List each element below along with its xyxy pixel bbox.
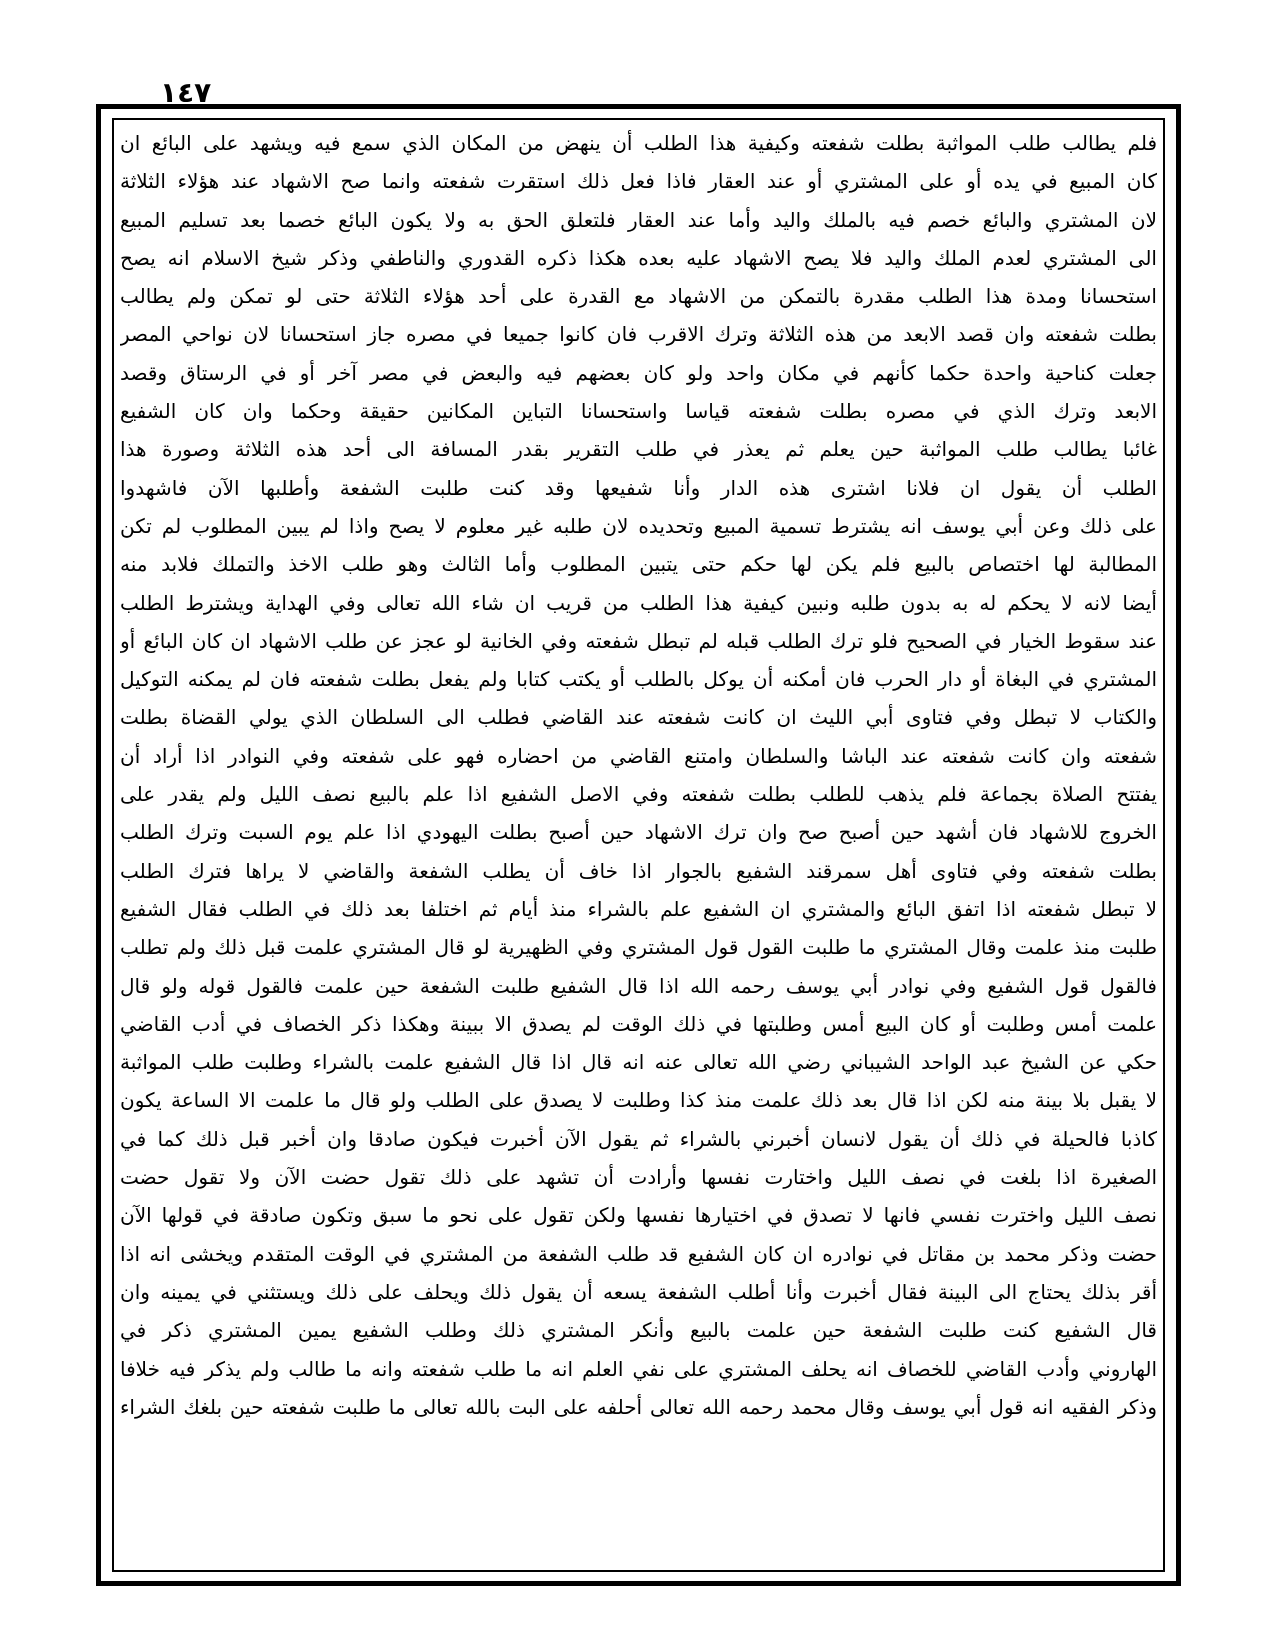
text-line: الهاروني وأدب القاضي للخصاف انه يحلف المشتري على نفي العلم انه ما طلب شفعته وانه ما طالب ولم يذكر فيه خلافا — [120, 1356, 1157, 1381]
text-line: بطلت شفعته وان قصد الابعد من هذه الثلاثة وترك الاقرب فان كانوا جميعا في مصره جاز استحسانا لان نواحي المصر — [120, 322, 1157, 347]
text-line: طلبت منذ علمت وقال المشتري ما طلبت القول قول المشتري وفي الظهيرية لو قال المشتري علمت قبل ذلك ولم تطلب — [120, 935, 1157, 960]
text-line: أقر بذلك يحتاج الى البينة فقال أخبرت وأنا أطلب الشفعة يسعه أن يقول ذلك ويحلف على ذلك ويستثني في يمينه وان — [120, 1279, 1157, 1304]
text-line: نصف الليل واخترت نفسي فانها لا تصدق في اختيارها نفسها ولكن تقول على نحو ما سبق وتكون صادقة في قولها الآن — [120, 1203, 1157, 1228]
text-line: بطلت شفعته وفي فتاوى أهل سمرقند الشفيع بالجوار اذا خاف أن يطلب الشفعة والقاضي لا يراها فترك الطلب — [120, 858, 1157, 883]
text-line: عند سقوط الخيار في الصحيح فلو ترك الطلب قبله لم تبطل شفعته وفي الخانية لو عجز عن طلب الاشهاد ان كان البائع أو — [120, 628, 1157, 653]
text-line: لا يقبل بلا بينة منه لكن اذا قال بعد ذلك علمت منذ كذا وطلبت لا يصدق على الطلب ولو قال ما علمت الا الساعة يكون — [120, 1088, 1157, 1113]
text-line: حكي عن الشيخ عبد الواحد الشيباني رضي الله تعالى عنه انه قال اذا قال الشفيع علمت بالشراء وطلبت طلب المواثبة — [120, 1050, 1157, 1075]
text-line: لا تبطل شفعته اذا اتفق البائع والمشتري ان الشفيع علم بالشراء منذ أيام ثم اختلفا بعد ذلك في الطلب فقال الشفيع — [120, 896, 1157, 921]
text-line: على ذلك وعن أبي يوسف انه يشترط تسمية المبيع وتحديده لان طلبه غير معلوم لا يصح واذا لم يبين المطلوب لم تكن — [120, 513, 1157, 538]
text-line: الطلب أن يقول ان فلانا اشترى هذه الدار وأنا شفيعها وقد كنت طلبت الشفعة وأطلبها الآن فاشهدوا — [120, 475, 1157, 500]
text-line: فلم يطالب طلب المواثبة بطلت شفعته وكيفية هذا الطلب أن ينهض من المكان الذي سمع فيه ويشهد على البائع ان — [120, 131, 1157, 155]
text-line: الخروج للاشهاد فان أشهد حين أصبح صح وان ترك الاشهاد حين أصبح بطلت اليهودي اذا علم يوم السبت وترك الطلب — [120, 820, 1157, 845]
text-line: والكتاب لا تبطل وفي فتاوى أبي الليث ان كانت شفعته عند القاضي فطلب الى السلطان الذي يولي القضاة بطلت — [120, 705, 1157, 730]
text-line: فالقول قول الشفيع وفي نوادر أبي يوسف رحمه الله اذا قال الشفيع طلبت الشفعة حين علمت فالقول قوله ولو قال — [120, 973, 1157, 998]
text-line: حضت وذكر محمد بن مقاتل في نوادره ان كان الشفيع قد طلب الشفعة من المشتري في الوقت المتقدم ويخشى انه اذا — [120, 1241, 1157, 1266]
text-line: الصغيرة اذا بلغت في نصف الليل واختارت نفسها وأرادت أن تشهد على ذلك تقول حضت الآن ولا تقول حضت — [120, 1165, 1157, 1190]
text-line: المشتري في البغاة أو دار الحرب فان أمكنه أن يوكل بالطلب أو يكتب كتابا ولم يفعل بطلت شفعته فان لم يمكنه التوكيل — [120, 667, 1157, 692]
text-line: لان المشتري والبائع خصم فيه بالملك واليد وأما عند العقار فلتعلق الحق به ولا يكون البائع خصما بعد تسليم المبيع — [120, 207, 1157, 232]
text-body — [116, 124, 1161, 1564]
page-number: ١٤٧ — [160, 76, 212, 109]
text-line: غائبا يطالب طلب المواثبة حين يعلم ثم يعذر في طلب التقرير بقدر المسافة الى أحد هذه الثلاثة وصورة هذا — [120, 437, 1157, 462]
text-line: كاذبا فالحيلة في ذلك أن يقول لانسان أخبرني بالشراء ثم يقول الآن أخبرت فيكون صادقا وان أخبر قبل ذلك كما في — [120, 1126, 1157, 1151]
text-line: جعلت كناحية واحدة حكما كأنهم في مكان واحد ولو كان بعضهم فيه والبعض في مصر آخر أو في الرستاق وقصد — [120, 360, 1157, 385]
text-line: قال الشفيع كنت طلبت الشفعة حين علمت بالبيع وأنكر المشتري ذلك وطلب الشفيع يمين المشتري ذكر في — [120, 1318, 1157, 1343]
text-line: كان المبيع في يده أو على المشتري أو عند العقار فاذا فعل ذلك استقرت شفعته وانما صح الاشهاد عند هؤلاء الثلاثة — [120, 169, 1157, 194]
text-line: المطالبة لها اختصاص بالبيع فلم يكن لها حكم حتى يتبين المطلوب وأما الثالث وهو طلب الاخذ والتملك فلابد منه — [120, 552, 1157, 577]
text-line: أيضا لانه لا يحكم له به بدون طلبه ونبين كيفية هذا الطلب من قريب ان شاء الله تعالى وفي الهداية ويشترط الطلب — [120, 590, 1157, 615]
text-line: الى المشتري لعدم الملك واليد فلا يصح الاشهاد عليه بعده هكذا ذكره القدوري والناطفي وذكر شيخ الاسلام انه يصح — [120, 245, 1157, 270]
text-line: شفعته وان كانت شفعته عند الباشا والسلطان وامتنع القاضي من احضاره فهو على شفعته وفي النوادر اذا أراد أن — [120, 743, 1157, 768]
text-line: يفتتح الصلاة بجماعة فلم يذهب للطلب بطلت شفعته وفي الاصل الشفيع اذا علم بالبيع نصف الليل ولم يقدر على — [120, 782, 1157, 807]
text-line: علمت أمس وطلبت أو كان البيع أمس وطلبتها في ذلك الوقت لم يصدق الا ببينة وهكذا ذكر الخصاف في أدب القاضي — [120, 1011, 1157, 1036]
text-line: الابعد وترك الذي في مصره بطلت شفعته قياسا واستحسانا التباين المكانين حقيقة وحكما وان كان الشفيع — [120, 399, 1157, 424]
text-line: وذكر الفقيه انه قول أبي يوسف وقال محمد رحمه الله تعالى أحلفه على البت بالله تعالى ما طلبت شفعته حين بلغك الشراء — [120, 1394, 1157, 1419]
text-line: استحسانا ومدة هذا الطلب مقدرة بالتمكن من الاشهاد مع القدرة على أحد هؤلاء الثلاثة حتى لو تمكن ولم يطالب — [120, 284, 1157, 309]
